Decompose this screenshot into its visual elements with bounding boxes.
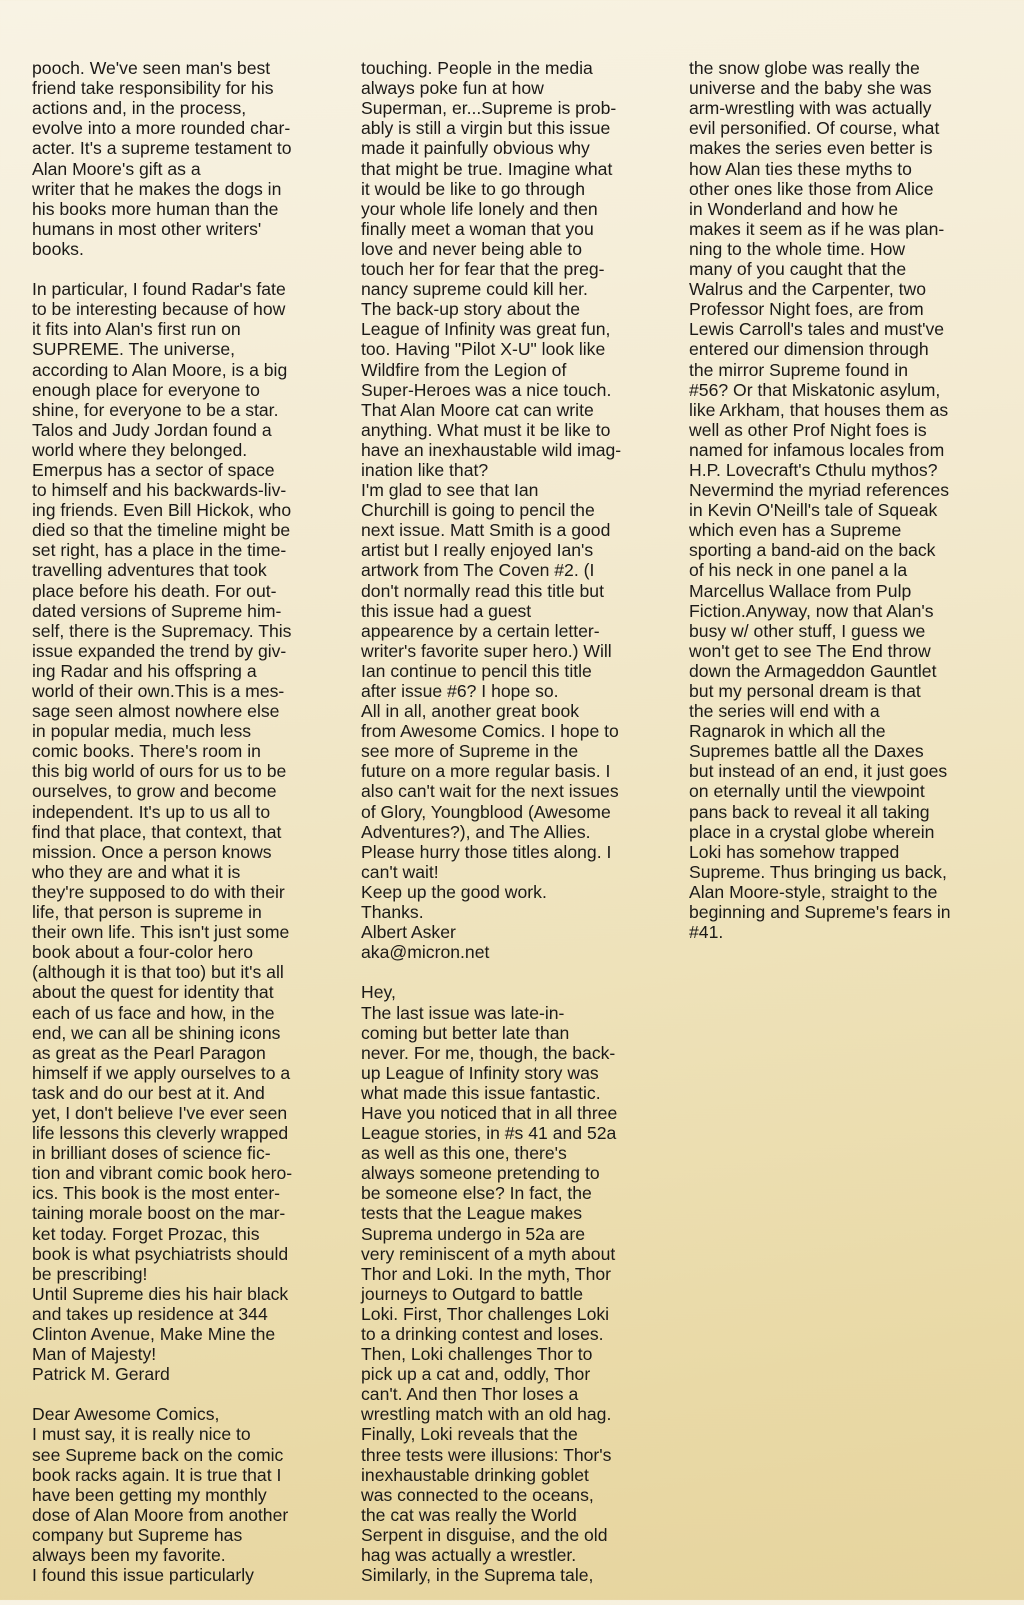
column-1 bbox=[32, 38, 334, 1605]
column-3 bbox=[689, 38, 989, 962]
column-1-text: pooch. We've seen man's best friend take responsibility for his actions and, in the process, evolve into a more rounded char- acter. It's a supreme testament to Alan Moore's gift as a writer that he makes the dogs in his books more human than the humans in most other writers' books. In particular, I found Radar's fate to be interesting because of how it fits into Alan's first run on SUPREME. The universe, according to Alan Moore, is a big enough place for everyone to shine, for everyone to be a star. Talos and Judy Jordan found a world where they belonged. Emerpus has a sector of space to himself and his backwards-liv- ing friends. Even Bill Hickok, who died so that the timeline might be set right, has a place in the time- travelling adventures that took place before his death. For out- dated versions of Supreme him- self, there is the Supremacy. This issue expanded the trend by giv- ing Radar and his offspring a world of their own.This is a mes- sage seen almost nowhere else in popular media, much less comic books. There's room in this big world of ours for us to be ourselves, to grow and become independent. It's up to us all to find that place, that context, that mission. Once a person knows who they are and what it is they're supposed to do with their life, that person is supreme in their own life. This isn't just some book about a four-color hero (although it is that too) but it's all about the quest for identity that each of us face and how, in the end, we can all be shining icons as great as the Pearl Paragon himself if we apply ourselves to a task and do our best at it. And yet, I don't believe I've ever seen life lessons this cleverly wrapped in brilliant doses of science fic- tion and vibrant comic book hero- ics. This book is the most enter- taining morale boost on the mar- ket today. Forget Prozac, this book is what psychiatrists should be prescribing! Until Supreme dies his hair black and takes up residence at 344 Clinton Avenue, Make Mine the Man of Majesty! Patrick M. Gerard Dear Awesome Comics, I must say, it is really nice to see Supreme back on the comic book racks again. It is true that I have been getting my monthly dose of Alan Moore from another company but Supreme has always been my favorite. I found this issue particularly bbox=[32, 58, 293, 1586]
column-2 bbox=[361, 38, 663, 1605]
column-3-text: the snow globe was really the universe and the baby she was arm-wrestling with was actually evil personified. Of course, what makes the series even better is how Alan ties these myths to other ones like those from Alice in Wonderland and how he makes it seem as if he was plan- ning to the whole time. How many of you caught that the Walrus and the Carpenter, two Professor Night foes, are from Lewis Carroll's tales and must've entered our dimension through the mirror Supreme found in #56? Or that Miskatonic asylum, like Arkham, that houses them as well as other Prof Night foes is named for infamous locales from H.P. Lovecraft's Cthulu mythos? Nevermind the myriad references in Kevin O'Neill's tale of Squeak which even has a Supreme sporting a band-aid on the back of his neck in one panel a la Marcellus Wallace from Pulp Fiction.Anyway, now that Alan's busy w/ other stuff, I guess we won't get to see The End throw down the Armageddon Gauntlet but my personal dream is that the series will end with a Ragnarok in which all the Supremes battle all the Daxes but instead of an end, it just goes on eternally until the viewpoint pans back to reveal it all taking place in a crystal globe wherein Loki has somehow trapped Supreme. Thus bringing us back, Alan Moore-style, straight to the beginning and Supreme's fears in #41. bbox=[689, 58, 951, 943]
column-2-text: touching. People in the media always poke fun at how Superman, er...Supreme is prob- ably is still a virgin but this issue made it painfully obvious why that might be true. Imagine what it would be like to go through your whole life lonely and then finally meet a woman that you love and never being able to touch her for fear that the preg- nancy supreme could kill her. The back-up story about the League of Infinity was great fun, too. Having "Pilot X-U" look like Wildfire from the Legion of Super-Heroes was a nice touch. That Alan Moore cat can write anything. What must it be like to have an inexhaustable wild imag- ination like that? I'm glad to see that Ian Churchill is going to pencil the next issue. Matt Smith is a good artist but I really enjoyed Ian's artwork from The Coven #2. (I don't normally read this title but this issue had a guest appearence by a certain letter- writer's favorite super hero.) Will Ian continue to pencil this title after issue #6? I hope so. All in all, another great book from Awesome Comics. I hope to see more of Supreme in the future on a more regular basis. I also can't wait for the next issues of Glory, Youngblood (Awesome Adventures?), and The Allies. Please hurry those titles along. I can't wait! Keep up the good work. Thanks. Albert Asker aka@micron.net Hey, The last issue was late-in- coming but better late than never. For me, though, the back- up League of Infinity story was what made this issue fantastic. Have you noticed that in all three League stories, in #s 41 and 52a as well as this one, there's always someone pretending to be someone else? In fact, the tests that the League makes Suprema undergo in 52a are very reminiscent of a myth about Thor and Loki. In the myth, Thor journeys to Outgard to battle Loki. First, Thor challenges Loki to a drinking contest and loses. Then, Loki challenges Thor to pick up a cat and, oddly, Thor can't. And then Thor loses a wrestling match with an old hag. Finally, Loki reveals that the three tests were illusions: Thor's inexhaustable drinking goblet was connected to the oceans, the cat was really the World Serpent in disguise, and the old hag was actually a wrestler. Similarly, in the Suprema tale, bbox=[361, 58, 622, 1586]
